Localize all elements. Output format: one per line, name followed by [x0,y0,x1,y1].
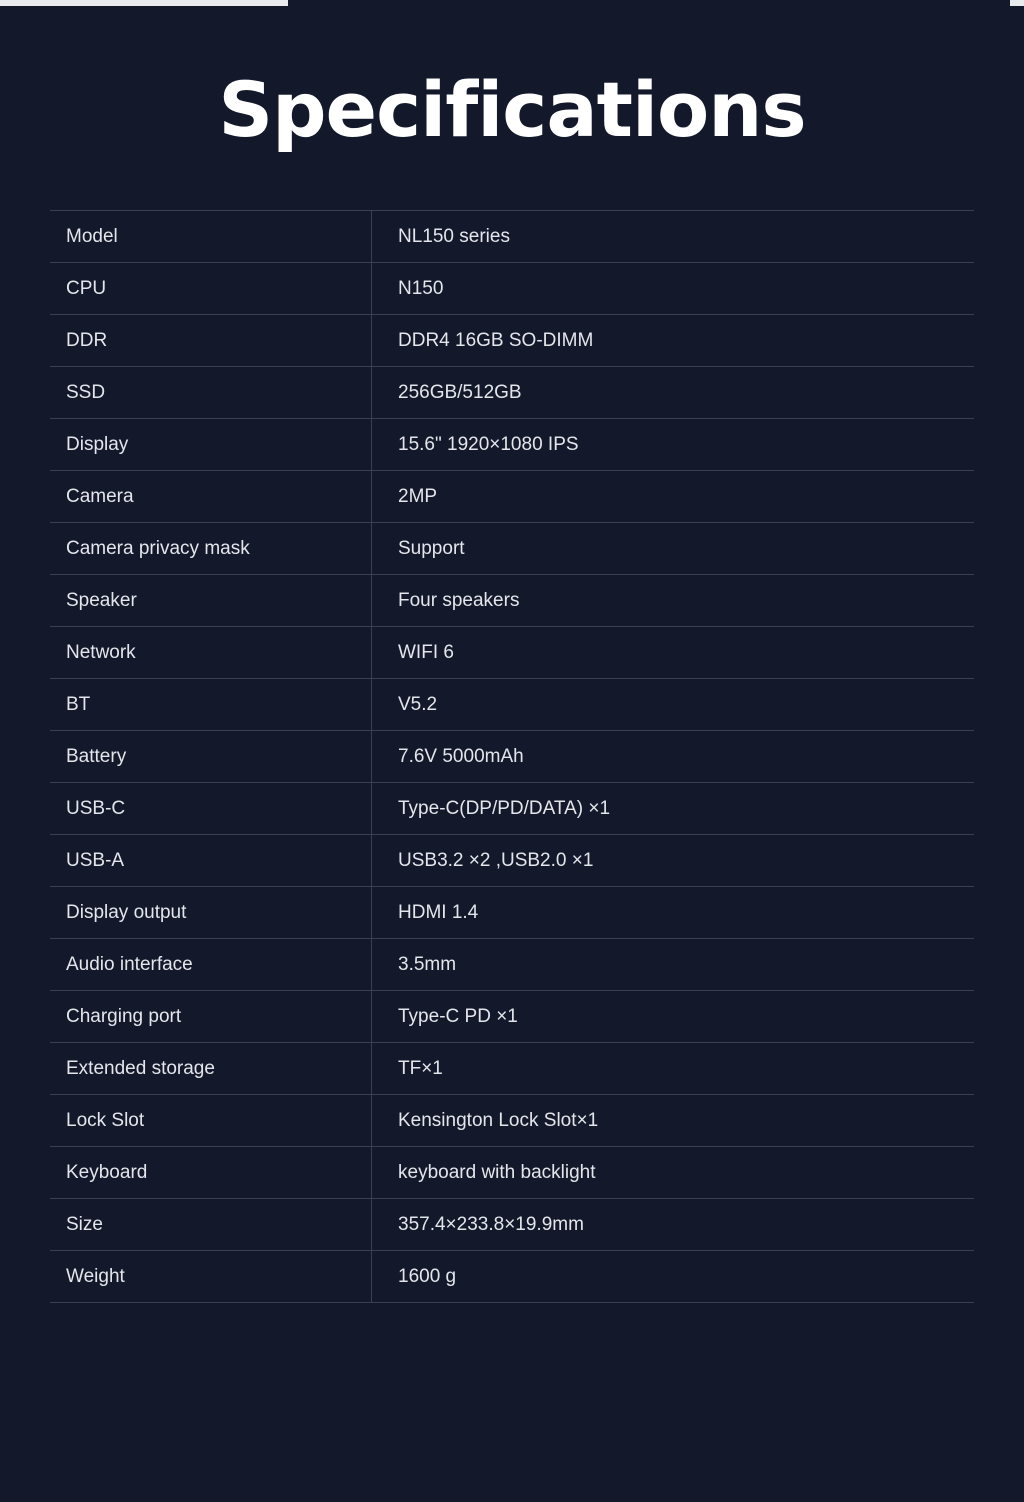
table-row [50,731,974,783]
spec-label: SSD [50,367,372,419]
spec-label: Audio interface [50,939,372,991]
spec-value: Type-C PD ×1 [372,991,975,1043]
spec-label: Charging port [50,991,372,1043]
spec-value: USB3.2 ×2 ,USB2.0 ×1 [372,835,975,887]
table-row [50,991,974,1043]
spec-label: USB-A [50,835,372,887]
spec-value: 256GB/512GB [372,367,975,419]
table-row [50,419,974,471]
table-row [50,1147,974,1199]
table-row [50,575,974,627]
table-row [50,367,974,419]
spec-value: keyboard with backlight [372,1147,975,1199]
table-row [50,1043,974,1095]
spec-value: WIFI 6 [372,627,975,679]
table-row [50,679,974,731]
spec-label: Lock Slot [50,1095,372,1147]
spec-value: Four speakers [372,575,975,627]
spec-label: Extended storage [50,1043,372,1095]
spec-label: Battery [50,731,372,783]
spec-value: 7.6V 5000mAh [372,731,975,783]
spec-label: Display [50,419,372,471]
table-row [50,783,974,835]
spec-label: Display output [50,887,372,939]
spec-value: HDMI 1.4 [372,887,975,939]
table-row [50,835,974,887]
table-row [50,315,974,367]
spec-value: 357.4×233.8×19.9mm [372,1199,975,1251]
spec-label: Model [50,211,372,263]
page-title: Specifications [218,65,806,154]
spec-value: Support [372,523,975,575]
spec-value: N150 [372,263,975,315]
table-row [50,263,974,315]
table-row [50,471,974,523]
table-row [50,1251,974,1303]
spec-value: NL150 series [372,211,975,263]
table-row [50,939,974,991]
spec-label: Camera privacy mask [50,523,372,575]
spec-value: 3.5mm [372,939,975,991]
spec-label: USB-C [50,783,372,835]
table-row [50,1199,974,1251]
spec-value: 2MP [372,471,975,523]
specifications-table-body [50,211,974,1303]
table-row [50,887,974,939]
spec-label: CPU [50,263,372,315]
spec-label: Weight [50,1251,372,1303]
spec-label: DDR [50,315,372,367]
spec-label: Size [50,1199,372,1251]
table-row [50,211,974,263]
table-row [50,1095,974,1147]
spec-value: TF×1 [372,1043,975,1095]
spec-value: 15.6" 1920×1080 IPS [372,419,975,471]
top-edge-strip-right [1010,0,1024,6]
top-edge-strip [0,0,1024,6]
spec-label: Speaker [50,575,372,627]
spec-label: BT [50,679,372,731]
table-row [50,627,974,679]
top-edge-strip-left [0,0,288,6]
spec-value: DDR4 16GB SO-DIMM [372,315,975,367]
spec-label: Camera [50,471,372,523]
spec-label: Keyboard [50,1147,372,1199]
spec-label: Network [50,627,372,679]
specifications-table [50,210,974,1303]
spec-value: 1600 g [372,1251,975,1303]
spec-value: V5.2 [372,679,975,731]
spec-value: Type-C(DP/PD/DATA) ×1 [372,783,975,835]
table-row [50,523,974,575]
spec-value: Kensington Lock Slot×1 [372,1095,975,1147]
